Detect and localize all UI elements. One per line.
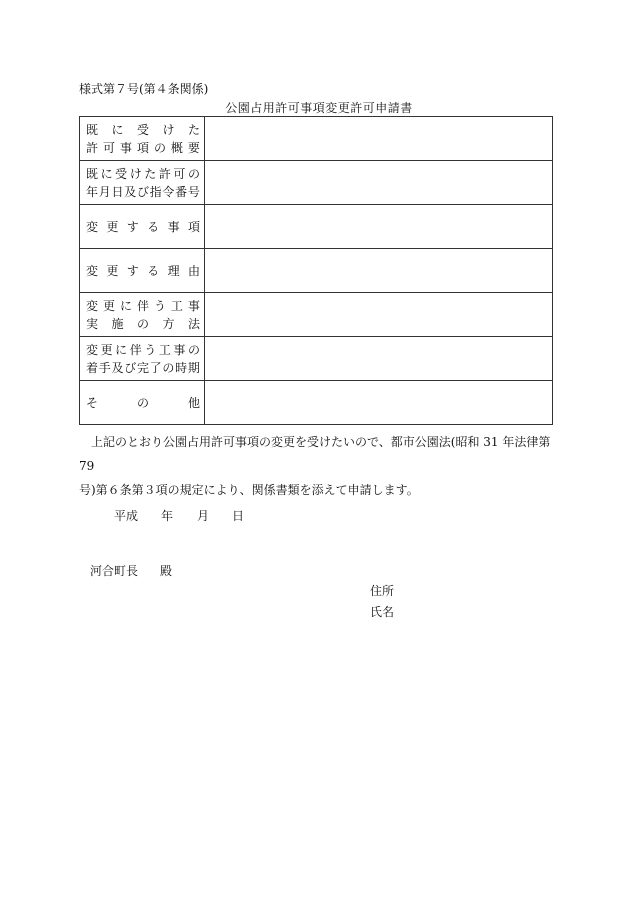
label-char: 事 (173, 342, 186, 357)
row-label-line (80, 165, 204, 183)
table-row (80, 249, 553, 293)
label-char: 了 (149, 360, 162, 375)
label-char: 要 (187, 140, 200, 155)
row-value-field[interactable] (205, 337, 553, 381)
addressee-honorific: 殿 (160, 564, 173, 578)
label-char: に (100, 166, 113, 181)
applicant-address-label: 住所 (370, 584, 395, 598)
label-char: る (147, 263, 160, 278)
label-char: す (126, 219, 139, 234)
statement-line-2: 号)第６条第３項の規定により、関係書類を添えて申請します。 (79, 483, 419, 497)
label-char: 由 (187, 263, 200, 278)
label-char: 更 (100, 342, 113, 357)
statement-text (79, 430, 555, 502)
form-number: 様式第７号(第４条関係) (79, 82, 209, 96)
label-char: 事 (167, 219, 180, 234)
row-value-field[interactable] (205, 381, 553, 425)
label-char: の (187, 342, 200, 357)
row-label (80, 205, 205, 249)
label-char: 許 (86, 140, 99, 155)
row-label-line (80, 183, 204, 201)
row-label-line (80, 262, 204, 280)
table-row (80, 117, 553, 161)
row-value-field[interactable] (205, 293, 553, 337)
table-row (80, 205, 553, 249)
label-char: 施 (111, 316, 124, 331)
label-char: び (124, 360, 137, 375)
label-char: 手 (98, 360, 111, 375)
label-char: の (162, 360, 175, 375)
label-char: 受 (115, 166, 128, 181)
label-char: そ (86, 395, 99, 410)
label-char: 令 (162, 184, 175, 199)
row-label (80, 293, 205, 337)
label-char: 月 (98, 184, 111, 199)
label-char: う (153, 298, 166, 313)
label-char: 更 (102, 298, 115, 313)
date-era: 平成 (114, 509, 139, 523)
row-label-line (80, 341, 204, 359)
label-char: た (187, 122, 200, 137)
label-char: 理 (167, 263, 180, 278)
label-char: 着 (86, 360, 99, 375)
label-char: の (136, 395, 149, 410)
label-char: の (187, 166, 200, 181)
row-value-field[interactable] (205, 161, 553, 205)
label-char: 項 (187, 219, 200, 234)
label-char: す (126, 263, 139, 278)
label-char: に (119, 298, 132, 313)
row-label (80, 161, 205, 205)
label-char: 時 (175, 360, 188, 375)
label-char: の (153, 140, 166, 155)
label-char: 既 (86, 122, 99, 137)
label-char: 及 (111, 360, 124, 375)
label-char: 変 (86, 263, 99, 278)
row-label-line (80, 315, 204, 333)
application-table (79, 116, 553, 425)
row-label (80, 381, 205, 425)
table-row (80, 293, 553, 337)
label-char: に (115, 342, 128, 357)
label-char: 更 (106, 263, 119, 278)
date-year: 年 (161, 509, 174, 523)
label-char: の (136, 316, 149, 331)
label-char: 完 (136, 360, 149, 375)
label-char: 号 (187, 184, 200, 199)
document-title: 公園占用許可事項変更許可申請書 (225, 101, 413, 115)
label-char: 指 (149, 184, 162, 199)
row-label-line (80, 218, 204, 236)
label-char: 事 (187, 298, 200, 313)
addressee-name: 河合町長 (90, 564, 139, 578)
row-label (80, 337, 205, 381)
table-row (80, 337, 553, 381)
label-char: 可 (173, 166, 186, 181)
label-char: 既 (86, 166, 99, 181)
row-label-line (80, 394, 204, 412)
label-char: 更 (106, 219, 119, 234)
row-label-line (80, 121, 204, 139)
label-char: 日 (111, 184, 124, 199)
row-value-field[interactable] (205, 205, 553, 249)
row-label-line (80, 359, 204, 377)
table-row (80, 381, 553, 425)
label-char: 工 (170, 298, 183, 313)
label-char: け (162, 122, 175, 137)
label-char: 番 (175, 184, 188, 199)
row-label-line (80, 139, 204, 157)
label-char: 項 (136, 140, 149, 155)
label-char: 伴 (136, 298, 149, 313)
applicant-name-label: 氏名 (370, 605, 395, 619)
label-char: 法 (187, 316, 200, 331)
label-char: 方 (162, 316, 175, 331)
label-char: 年 (86, 184, 99, 199)
label-char: 期 (187, 360, 200, 375)
row-value-field[interactable] (205, 117, 553, 161)
label-char: 変 (86, 342, 99, 357)
label-char: る (147, 219, 160, 234)
label-char: 変 (86, 219, 99, 234)
table-row (80, 161, 553, 205)
row-label (80, 249, 205, 293)
label-char: 他 (187, 395, 200, 410)
label-char: 受 (136, 122, 149, 137)
label-char: た (144, 166, 157, 181)
statement-line-1: 上記のとおり公園占用許可事項の変更を受けたいので、都市公園法(昭和 31 年法律第 79 (79, 435, 551, 473)
row-label-line (80, 297, 204, 315)
row-value-field[interactable] (205, 249, 553, 293)
label-char: 変 (86, 298, 99, 313)
label-char: 概 (170, 140, 183, 155)
date-month: 月 (197, 509, 210, 523)
label-char: け (129, 166, 142, 181)
label-char: 及 (124, 184, 137, 199)
label-char: う (144, 342, 157, 357)
label-char: 工 (158, 342, 171, 357)
label-char: 実 (86, 316, 99, 331)
row-label (80, 117, 205, 161)
label-char: 許 (158, 166, 171, 181)
date-day: 日 (232, 509, 245, 523)
label-char: 事 (119, 140, 132, 155)
label-char: に (111, 122, 124, 137)
label-char: び (136, 184, 149, 199)
label-char: 可 (102, 140, 115, 155)
label-char: 伴 (129, 342, 142, 357)
